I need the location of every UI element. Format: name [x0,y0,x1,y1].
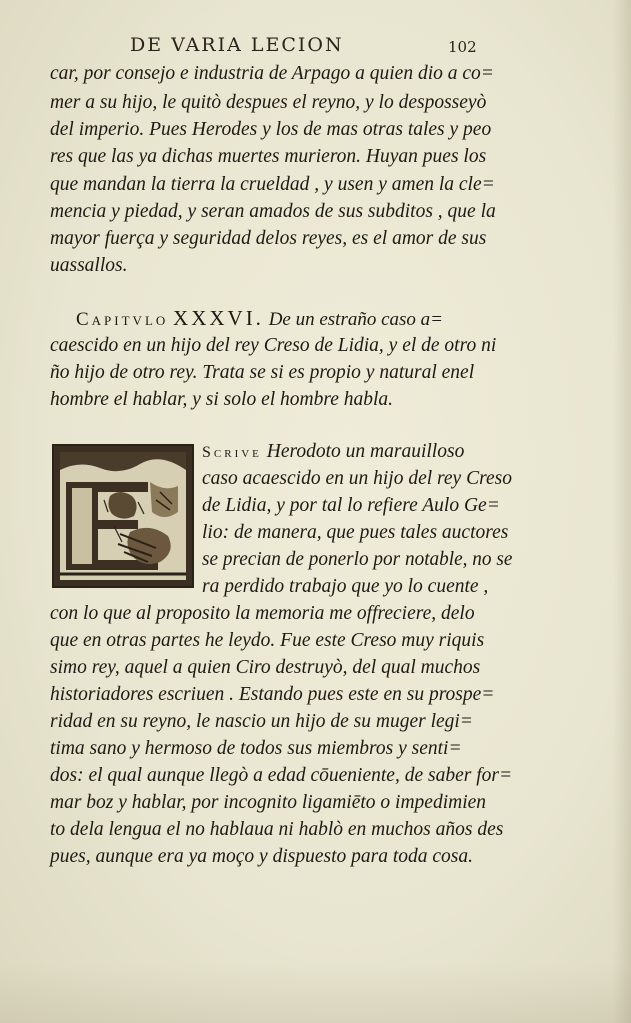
text-line: res que las ya dichas muertes murieron. Huyan pues los [50,146,487,167]
chapter-label: Capitvlo [76,309,169,330]
text-line: con lo que al proposito la memoria me offreciere, delo [50,603,475,624]
running-title: DE VARIA LECION [130,34,344,56]
text-line: se precian de ponerlo por notable, no se [202,549,513,570]
page-edge-shadow [613,0,631,1023]
chapter-title-line: caescido en un hijo del rey Creso de Lidia, y el de otro ni [50,335,497,356]
text-line [202,442,464,462]
text-line: ra perdido trabajo que yo lo cuente , [202,576,489,597]
text-line: ridad en su reyno, le nascio un hijo de su muger legi= [50,711,473,732]
text-line: de Lidia, y por tal lo refiere Aulo Ge= [202,495,500,516]
text-line: to dela lengua el no hablaua ni hablò en muchos años des [50,819,504,840]
text-line: mayor fuerça y seguridad delos reyes, es el amor de sus [50,228,487,249]
page-bottom-shadow [0,963,631,1023]
text-line: que mandan la tierra la crueldad , y usen y amen la cle= [50,174,495,195]
text-line: mencia y piedad, y seran amados de sus subditos , que la [50,201,496,222]
text-line: car, por consejo e industria de Arpago a quien dio a co= [50,63,494,84]
first-word: Scrive [202,444,262,461]
text-line: lio: de manera, que pues tales auctores [202,522,509,543]
chapter-number: XXXVI. [173,306,264,330]
text-line: dos: el qual aunque llegò a edad cōueniente, de saber for= [50,765,513,786]
decorated-initial [52,444,194,588]
text-line: pues, aunque era ya moço y dispuesto para toda cosa. [50,846,473,867]
woodcut-initial-icon [60,452,186,580]
text-line: del imperio. Pues Herodes y los de mas otras tales y peo [50,119,492,140]
chapter-title-start: De un estraño caso a= [268,309,443,330]
text-line: uassallos. [50,255,128,276]
text-segment: Herodoto un marauilloso [266,441,465,462]
text-line: simo rey, aquel a quien Ciro destruyò, del qual muchos [50,657,481,678]
text-line: caso acaescido en un hijo del rey Creso [202,468,512,489]
text-line: tima sano y hermoso de todos sus miembros y senti= [50,738,462,759]
text-line: mar boz y hablar, por incognito ligamiēto o impedimien [50,792,487,813]
text-line: mer a su hijo, le quitò despues el reyno, y lo desposseyò [50,92,487,113]
chapter-heading [76,308,443,329]
text-line: historiadores escriuen . Estando pues este en su prospe= [50,684,495,705]
chapter-title-line: ño hijo de otro rey. Trata se si es propio y natural enel [50,362,475,383]
chapter-title-line: hombre el hablar, y si solo el hombre habla. [50,389,394,410]
text-line: que en otras partes he leydo. Fue este Creso muy riquis [50,630,485,651]
page-number: 102 [448,38,477,56]
